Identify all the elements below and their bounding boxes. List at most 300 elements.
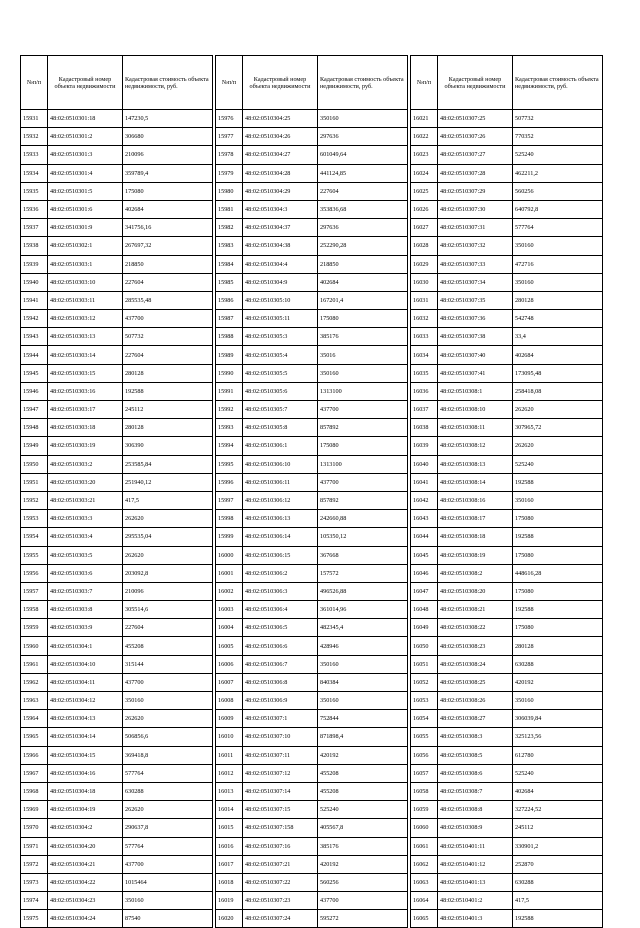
cell-cadastral-number: 48:02:0510303:8 <box>48 601 123 619</box>
cell-cadastral-number: 48:02:0510304:2 <box>48 819 123 837</box>
cell-number: 16058 <box>411 782 438 800</box>
table-row <box>21 364 213 382</box>
cell-number: 15996 <box>216 473 243 491</box>
cell-cadastral-value: 175080 <box>513 619 603 637</box>
cell-cadastral-value: 192588 <box>513 910 603 928</box>
cell-number: 15937 <box>21 219 48 237</box>
cell-cadastral-number: 48:02:0510308:17 <box>438 510 513 528</box>
cell-cadastral-value: 306039,84 <box>513 710 603 728</box>
table-row <box>411 728 603 746</box>
cell-cadastral-number: 48:02:0510303:5 <box>48 546 123 564</box>
cell-number: 16029 <box>411 255 438 273</box>
cell-cadastral-value: 448616,28 <box>513 564 603 582</box>
cell-cadastral-number: 48:02:0510308:16 <box>438 491 513 509</box>
cell-cadastral-number: 48:02:0510306:13 <box>243 510 318 528</box>
cell-cadastral-number: 48:02:0510303:9 <box>48 619 123 637</box>
table-row <box>21 455 213 473</box>
cell-cadastral-number: 48:02:0510306:5 <box>243 619 318 637</box>
cell-cadastral-number: 48:02:0510303:13 <box>48 328 123 346</box>
cell-cadastral-number: 48:02:0510307:1 <box>243 710 318 728</box>
table-row <box>411 601 603 619</box>
cell-cadastral-value: 560256 <box>318 873 408 891</box>
table-row <box>21 837 213 855</box>
cell-cadastral-value: 210096 <box>123 146 213 164</box>
cell-cadastral-number: 48:02:0510304:23 <box>48 892 123 910</box>
cell-cadastral-value: 350160 <box>123 892 213 910</box>
cell-cadastral-value: 402684 <box>513 782 603 800</box>
cell-cadastral-number: 48:02:0510305:4 <box>243 346 318 364</box>
cell-number: 16037 <box>411 401 438 419</box>
cell-cadastral-number: 48:02:0510308:21 <box>438 601 513 619</box>
cell-number: 16041 <box>411 473 438 491</box>
cell-cadastral-number: 48:02:0510304:20 <box>48 837 123 855</box>
cell-cadastral-value: 252290,28 <box>318 237 408 255</box>
cell-cadastral-value: 251940,12 <box>123 473 213 491</box>
cell-number: 15931 <box>21 110 48 128</box>
table-row <box>411 873 603 891</box>
cell-cadastral-number: 48:02:0510306:14 <box>243 528 318 546</box>
cell-cadastral-value: 402684 <box>513 346 603 364</box>
cell-cadastral-value: 640792,8 <box>513 200 603 218</box>
cell-number: 15975 <box>21 910 48 928</box>
cell-number: 15972 <box>21 855 48 873</box>
table-row <box>216 200 408 218</box>
cell-cadastral-number: 48:02:0510308:12 <box>438 437 513 455</box>
cell-cadastral-number: 48:02:0510301:5 <box>48 182 123 200</box>
cell-cadastral-value: 455208 <box>318 764 408 782</box>
cell-number: 15932 <box>21 128 48 146</box>
table-row <box>21 764 213 782</box>
table-row <box>21 473 213 491</box>
table-row <box>411 328 603 346</box>
cell-cadastral-value: 252870 <box>513 855 603 873</box>
cell-number: 15954 <box>21 528 48 546</box>
cell-number: 15990 <box>216 364 243 382</box>
table-row <box>216 364 408 382</box>
cell-number: 15987 <box>216 310 243 328</box>
cell-cadastral-value: 437700 <box>318 473 408 491</box>
cell-cadastral-number: 48:02:0510306:2 <box>243 564 318 582</box>
cell-cadastral-value: 601049,64 <box>318 146 408 164</box>
cell-number: 16013 <box>216 782 243 800</box>
cell-cadastral-number: 48:02:0510301:3 <box>48 146 123 164</box>
cell-cadastral-number: 48:02:0510308:10 <box>438 401 513 419</box>
column-header-cadastral-value: Кадастровая стоимость объекта недвижимости, руб. <box>123 56 213 110</box>
cell-cadastral-value: 350160 <box>318 364 408 382</box>
cell-number: 16055 <box>411 728 438 746</box>
cell-number: 15941 <box>21 291 48 309</box>
cell-cadastral-number: 48:02:0510301:18 <box>48 110 123 128</box>
table-row <box>216 837 408 855</box>
cell-number: 15936 <box>21 200 48 218</box>
table-row <box>411 837 603 855</box>
table-row <box>21 237 213 255</box>
cell-cadastral-value: 630288 <box>123 782 213 800</box>
cell-number: 16057 <box>411 764 438 782</box>
table-row <box>216 819 408 837</box>
cell-number: 16033 <box>411 328 438 346</box>
cell-cadastral-value: 297636 <box>318 128 408 146</box>
cell-cadastral-value: 192588 <box>123 382 213 400</box>
cell-cadastral-value: 577764 <box>123 837 213 855</box>
cell-cadastral-value: 405567,8 <box>318 819 408 837</box>
cell-cadastral-value: 359789,4 <box>123 164 213 182</box>
cell-number: 16023 <box>411 146 438 164</box>
cell-number: 16005 <box>216 637 243 655</box>
cell-cadastral-value: 267697,32 <box>123 237 213 255</box>
cell-cadastral-value: 227604 <box>123 619 213 637</box>
table-row <box>411 619 603 637</box>
column-header-cadastral-value: Кадастровая стоимость объекта недвижимости, руб. <box>318 56 408 110</box>
table-row <box>21 491 213 509</box>
cell-cadastral-number: 48:02:0510306:9 <box>243 692 318 710</box>
cadastral-table-1 <box>20 55 213 928</box>
table-row <box>21 219 213 237</box>
cell-number: 15976 <box>216 110 243 128</box>
cell-cadastral-value: 175080 <box>318 437 408 455</box>
cell-cadastral-value: 295535,04 <box>123 528 213 546</box>
cell-cadastral-value: 542748 <box>513 310 603 328</box>
table-row <box>216 346 408 364</box>
cell-cadastral-number: 48:02:0510301:4 <box>48 164 123 182</box>
cell-number: 16006 <box>216 655 243 673</box>
cell-number: 15993 <box>216 419 243 437</box>
cell-cadastral-number: 48:02:0510307:27 <box>438 146 513 164</box>
cell-cadastral-number: 48:02:0510303:16 <box>48 382 123 400</box>
column-header-number: №п/п <box>216 56 243 110</box>
table-row <box>21 182 213 200</box>
cell-cadastral-number: 48:02:0510303:6 <box>48 564 123 582</box>
cell-number: 16014 <box>216 801 243 819</box>
table-row <box>411 164 603 182</box>
cell-number: 15969 <box>21 801 48 819</box>
cell-cadastral-number: 48:02:0510307:36 <box>438 310 513 328</box>
cell-cadastral-value: 192588 <box>513 473 603 491</box>
cell-cadastral-number: 48:02:0510401:12 <box>438 855 513 873</box>
cell-number: 15953 <box>21 510 48 528</box>
cell-cadastral-number: 48:02:0510307:30 <box>438 200 513 218</box>
cell-cadastral-value: 437700 <box>318 892 408 910</box>
cell-number: 15944 <box>21 346 48 364</box>
cell-number: 15974 <box>21 892 48 910</box>
table-row <box>216 728 408 746</box>
cell-cadastral-value: 280128 <box>123 419 213 437</box>
cell-number: 16012 <box>216 764 243 782</box>
column-header-cadastral-number: Кадастровый номер объекта недвижимости <box>243 56 318 110</box>
cell-cadastral-value: 595272 <box>318 910 408 928</box>
cell-number: 16008 <box>216 692 243 710</box>
cell-number: 16043 <box>411 510 438 528</box>
cell-cadastral-value: 1313100 <box>318 455 408 473</box>
cell-cadastral-value: 280128 <box>513 291 603 309</box>
cell-number: 15962 <box>21 673 48 691</box>
cell-cadastral-value: 462211,2 <box>513 164 603 182</box>
cell-cadastral-number: 48:02:0510307:14 <box>243 782 318 800</box>
cell-cadastral-number: 48:02:0510304:28 <box>243 164 318 182</box>
cell-number: 15983 <box>216 237 243 255</box>
cell-cadastral-number: 48:02:0510308:8 <box>438 801 513 819</box>
cell-cadastral-number: 48:02:0510303:10 <box>48 273 123 291</box>
cell-number: 15992 <box>216 401 243 419</box>
cell-cadastral-number: 48:02:0510304:22 <box>48 873 123 891</box>
table-row <box>216 801 408 819</box>
table-row <box>21 110 213 128</box>
cell-cadastral-value: 350160 <box>318 655 408 673</box>
cell-cadastral-number: 48:02:0510304:25 <box>243 110 318 128</box>
cell-cadastral-number: 48:02:0510307:35 <box>438 291 513 309</box>
table-row <box>21 510 213 528</box>
cell-number: 16040 <box>411 455 438 473</box>
cell-cadastral-number: 48:02:0510303:4 <box>48 528 123 546</box>
cell-number: 15986 <box>216 291 243 309</box>
cell-number: 15933 <box>21 146 48 164</box>
table-row <box>216 473 408 491</box>
cell-number: 15982 <box>216 219 243 237</box>
cell-cadastral-number: 48:02:0510306:12 <box>243 491 318 509</box>
cell-cadastral-number: 48:02:0510304:27 <box>243 146 318 164</box>
table-row <box>21 673 213 691</box>
cell-number: 15963 <box>21 692 48 710</box>
cell-cadastral-number: 48:02:0510303:7 <box>48 582 123 600</box>
cell-number: 15973 <box>21 873 48 891</box>
cell-number: 15998 <box>216 510 243 528</box>
cell-cadastral-value: 350160 <box>513 692 603 710</box>
table-row <box>216 110 408 128</box>
cell-number: 16045 <box>411 546 438 564</box>
cell-number: 16016 <box>216 837 243 855</box>
cell-cadastral-number: 48:02:0510304:15 <box>48 746 123 764</box>
table-row <box>411 255 603 273</box>
cell-cadastral-number: 48:02:0510306:8 <box>243 673 318 691</box>
cell-cadastral-value: 350160 <box>513 491 603 509</box>
cell-cadastral-value: 167201,4 <box>318 291 408 309</box>
cell-cadastral-value: 173095,48 <box>513 364 603 382</box>
column-header-cadastral-number: Кадастровый номер объекта недвижимости <box>438 56 513 110</box>
cell-cadastral-number: 48:02:0510307:25 <box>438 110 513 128</box>
cell-number: 16024 <box>411 164 438 182</box>
cell-cadastral-value: 341756,16 <box>123 219 213 237</box>
cell-cadastral-number: 48:02:0510304:12 <box>48 692 123 710</box>
cell-number: 15968 <box>21 782 48 800</box>
cell-number: 16011 <box>216 746 243 764</box>
cell-cadastral-number: 48:02:0510307:34 <box>438 273 513 291</box>
cell-cadastral-number: 48:02:0510307:15 <box>243 801 318 819</box>
cell-cadastral-number: 48:02:0510306:7 <box>243 655 318 673</box>
cell-number: 16036 <box>411 382 438 400</box>
cell-cadastral-number: 48:02:0510306:11 <box>243 473 318 491</box>
cell-cadastral-value: 857892 <box>318 491 408 509</box>
cell-cadastral-number: 48:02:0510308:2 <box>438 564 513 582</box>
cell-cadastral-number: 48:02:0510307:40 <box>438 346 513 364</box>
cell-number: 15945 <box>21 364 48 382</box>
table-row <box>21 328 213 346</box>
cell-cadastral-value: 330901,2 <box>513 837 603 855</box>
cell-cadastral-value: 203092,8 <box>123 564 213 582</box>
cell-number: 16056 <box>411 746 438 764</box>
cell-cadastral-value: 87540 <box>123 910 213 928</box>
cell-number: 15939 <box>21 255 48 273</box>
cell-cadastral-value: 560256 <box>513 182 603 200</box>
cell-cadastral-value: 770352 <box>513 128 603 146</box>
cell-cadastral-number: 48:02:0510303:12 <box>48 310 123 328</box>
cell-cadastral-value: 175080 <box>513 510 603 528</box>
table-row <box>21 291 213 309</box>
table-row <box>216 219 408 237</box>
cell-cadastral-value: 525240 <box>513 146 603 164</box>
cell-cadastral-number: 48:02:0510304:13 <box>48 710 123 728</box>
table-row <box>411 146 603 164</box>
cell-number: 16018 <box>216 873 243 891</box>
table-row <box>216 673 408 691</box>
cell-cadastral-value: 417,5 <box>123 491 213 509</box>
cell-number: 15943 <box>21 328 48 346</box>
cell-number: 16054 <box>411 710 438 728</box>
cell-cadastral-value: 290637,8 <box>123 819 213 837</box>
cell-cadastral-number: 48:02:0510307:38 <box>438 328 513 346</box>
cell-cadastral-value: 630288 <box>513 655 603 673</box>
table-row <box>411 710 603 728</box>
cell-number: 15997 <box>216 491 243 509</box>
table-row <box>21 910 213 928</box>
table-row <box>216 310 408 328</box>
cell-number: 15961 <box>21 655 48 673</box>
cell-cadastral-value: 840384 <box>318 673 408 691</box>
cell-cadastral-number: 48:02:0510307:32 <box>438 237 513 255</box>
table-row <box>21 401 213 419</box>
cell-number: 16002 <box>216 582 243 600</box>
cell-cadastral-number: 48:02:0510401:3 <box>438 910 513 928</box>
table-row <box>21 310 213 328</box>
cell-cadastral-number: 48:02:0510307:16 <box>243 837 318 855</box>
cell-number: 15938 <box>21 237 48 255</box>
cell-cadastral-value: 306390 <box>123 437 213 455</box>
cell-cadastral-value: 482345,4 <box>318 619 408 637</box>
cell-cadastral-value: 1015464 <box>123 873 213 891</box>
cadastral-table-2 <box>215 55 408 928</box>
cell-cadastral-number: 48:02:0510307:26 <box>438 128 513 146</box>
cell-cadastral-number: 48:02:0510305:5 <box>243 364 318 382</box>
cell-number: 16042 <box>411 491 438 509</box>
cell-cadastral-value: 253585,84 <box>123 455 213 473</box>
table-row <box>411 564 603 582</box>
table-row <box>411 892 603 910</box>
table-row <box>21 601 213 619</box>
table-row <box>216 855 408 873</box>
cell-cadastral-value: 752844 <box>318 710 408 728</box>
cell-cadastral-value: 437700 <box>123 673 213 691</box>
table-row <box>411 291 603 309</box>
cell-cadastral-number: 48:02:0510303:19 <box>48 437 123 455</box>
cell-cadastral-value: 297636 <box>318 219 408 237</box>
cell-cadastral-value: 306680 <box>123 128 213 146</box>
cell-cadastral-number: 48:02:0510304:4 <box>243 255 318 273</box>
column-header-number: №п/п <box>21 56 48 110</box>
cell-number: 15999 <box>216 528 243 546</box>
cell-cadastral-value: 437700 <box>318 401 408 419</box>
cell-cadastral-value: 350160 <box>318 110 408 128</box>
table-row <box>216 237 408 255</box>
table-row <box>21 546 213 564</box>
cell-cadastral-value: 612780 <box>513 746 603 764</box>
cell-cadastral-value: 525240 <box>318 801 408 819</box>
cell-cadastral-value: 361014,96 <box>318 601 408 619</box>
table-row <box>411 510 603 528</box>
cell-cadastral-value: 210096 <box>123 582 213 600</box>
cell-cadastral-value: 327224,52 <box>513 801 603 819</box>
table-row <box>216 491 408 509</box>
cell-number: 15956 <box>21 564 48 582</box>
cell-cadastral-number: 48:02:0510307:12 <box>243 764 318 782</box>
cell-number: 16030 <box>411 273 438 291</box>
cell-number: 15948 <box>21 419 48 437</box>
cell-cadastral-value: 577764 <box>513 219 603 237</box>
cell-number: 15985 <box>216 273 243 291</box>
cell-number: 16019 <box>216 892 243 910</box>
cell-cadastral-number: 48:02:0510302:1 <box>48 237 123 255</box>
cell-cadastral-number: 48:02:0510301:9 <box>48 219 123 237</box>
table-row <box>21 746 213 764</box>
cell-number: 15979 <box>216 164 243 182</box>
table-row <box>411 455 603 473</box>
cell-number: 16059 <box>411 801 438 819</box>
table-row <box>216 382 408 400</box>
cell-number: 16004 <box>216 619 243 637</box>
cell-cadastral-value: 350160 <box>123 692 213 710</box>
table-row <box>411 491 603 509</box>
table-row <box>216 291 408 309</box>
table-row <box>216 419 408 437</box>
table-row <box>411 801 603 819</box>
cell-cadastral-value: 385176 <box>318 837 408 855</box>
cell-cadastral-number: 48:02:0510306:15 <box>243 546 318 564</box>
table-header-row <box>411 56 603 110</box>
cell-cadastral-number: 48:02:0510304:21 <box>48 855 123 873</box>
table-header-row <box>21 56 213 110</box>
cell-number: 16032 <box>411 310 438 328</box>
cell-cadastral-number: 48:02:0510307:10 <box>243 728 318 746</box>
cadastral-table-3 <box>410 55 603 928</box>
cell-number: 15971 <box>21 837 48 855</box>
table-row <box>216 455 408 473</box>
cell-cadastral-number: 48:02:0510308:11 <box>438 419 513 437</box>
cell-cadastral-number: 48:02:0510306:10 <box>243 455 318 473</box>
cell-cadastral-number: 48:02:0510308:3 <box>438 728 513 746</box>
cell-cadastral-value: 245112 <box>123 401 213 419</box>
cell-cadastral-value: 227604 <box>123 346 213 364</box>
table-row <box>216 528 408 546</box>
cell-cadastral-number: 48:02:0510307:21 <box>243 855 318 873</box>
table-row <box>216 128 408 146</box>
cell-number: 16027 <box>411 219 438 237</box>
cell-number: 16022 <box>411 128 438 146</box>
cell-number: 15960 <box>21 637 48 655</box>
cell-number: 16028 <box>411 237 438 255</box>
cell-cadastral-number: 48:02:0510304:16 <box>48 764 123 782</box>
cell-cadastral-number: 48:02:0510308:18 <box>438 528 513 546</box>
cell-cadastral-value: 192588 <box>513 528 603 546</box>
table-header-row <box>216 56 408 110</box>
cell-cadastral-number: 48:02:0510308:20 <box>438 582 513 600</box>
table-row <box>21 164 213 182</box>
cell-cadastral-number: 48:02:0510308:6 <box>438 764 513 782</box>
cell-cadastral-value: 506856,6 <box>123 728 213 746</box>
cell-number: 16051 <box>411 655 438 673</box>
cell-cadastral-value: 175080 <box>123 182 213 200</box>
cell-cadastral-value: 262620 <box>123 710 213 728</box>
table-row <box>411 855 603 873</box>
cell-number: 16003 <box>216 601 243 619</box>
cell-number: 15966 <box>21 746 48 764</box>
